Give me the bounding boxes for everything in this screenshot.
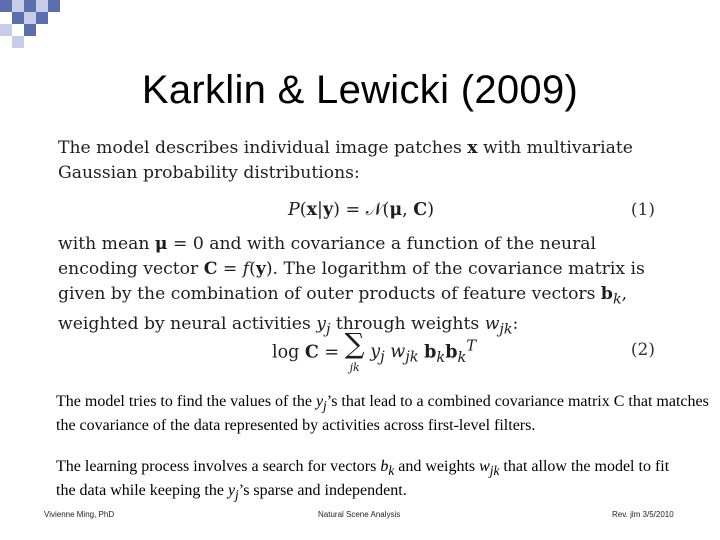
decor-square <box>36 0 48 12</box>
footer-date: Rev. jlm 3/5/2010 <box>612 510 674 519</box>
decor-square <box>36 12 48 24</box>
footer-author: Vivienne Ming, PhD <box>44 510 115 519</box>
footer-course: Natural Scene Analysis <box>318 510 401 519</box>
decor-square <box>12 36 24 48</box>
decor-square <box>0 0 12 12</box>
decor-square <box>24 24 36 36</box>
decor-square <box>0 24 12 36</box>
decor-square <box>12 12 24 24</box>
body-paragraph-2: The learning process involves a search for vectors $b_k$ and weights $w_{jk}$ that allow the model to fit the data while keeping the $y_j’s$ sparse and independent. <box>56 458 670 503</box>
decor-square <box>24 12 36 24</box>
equation-2: log C = ∑ jk $y_j$ $w_{jk}$ $b_kb_k^T$ <box>272 327 477 374</box>
slide-title: Karklin & Lewicki (2009) <box>141 68 579 112</box>
summation-symbol: ∑ jk <box>344 327 365 374</box>
excerpt-paragraph-1: The model describes individual image patches x with multivariate Gaussian probability distributions: <box>58 138 633 183</box>
decor-square <box>48 0 60 12</box>
excerpt-paragraph-2: with mean μ = 0 and with covariance a function of the neural encoding vector C = f(y). The logarithm of the covariance matrix is given by the combination of outer products of feature vectors $b_k$, weighted by neural activities $y_j$ through weights $w_{jk}$: <box>58 234 645 338</box>
equation-1: P(x|y) = 𝒩(μ, C) <box>288 200 435 220</box>
decor-square <box>24 0 36 12</box>
decor-square <box>12 0 24 12</box>
paper-excerpt <box>50 128 665 376</box>
equation-2-number: (2) <box>630 340 655 360</box>
equation-1-number: (1) <box>630 200 655 220</box>
body-paragraph-1: The model tries to find the values of the $y_j’s$ that lead to a combined covariance matrix C that matches the covariance of the data represented by activities across first-level filters. <box>56 393 709 435</box>
